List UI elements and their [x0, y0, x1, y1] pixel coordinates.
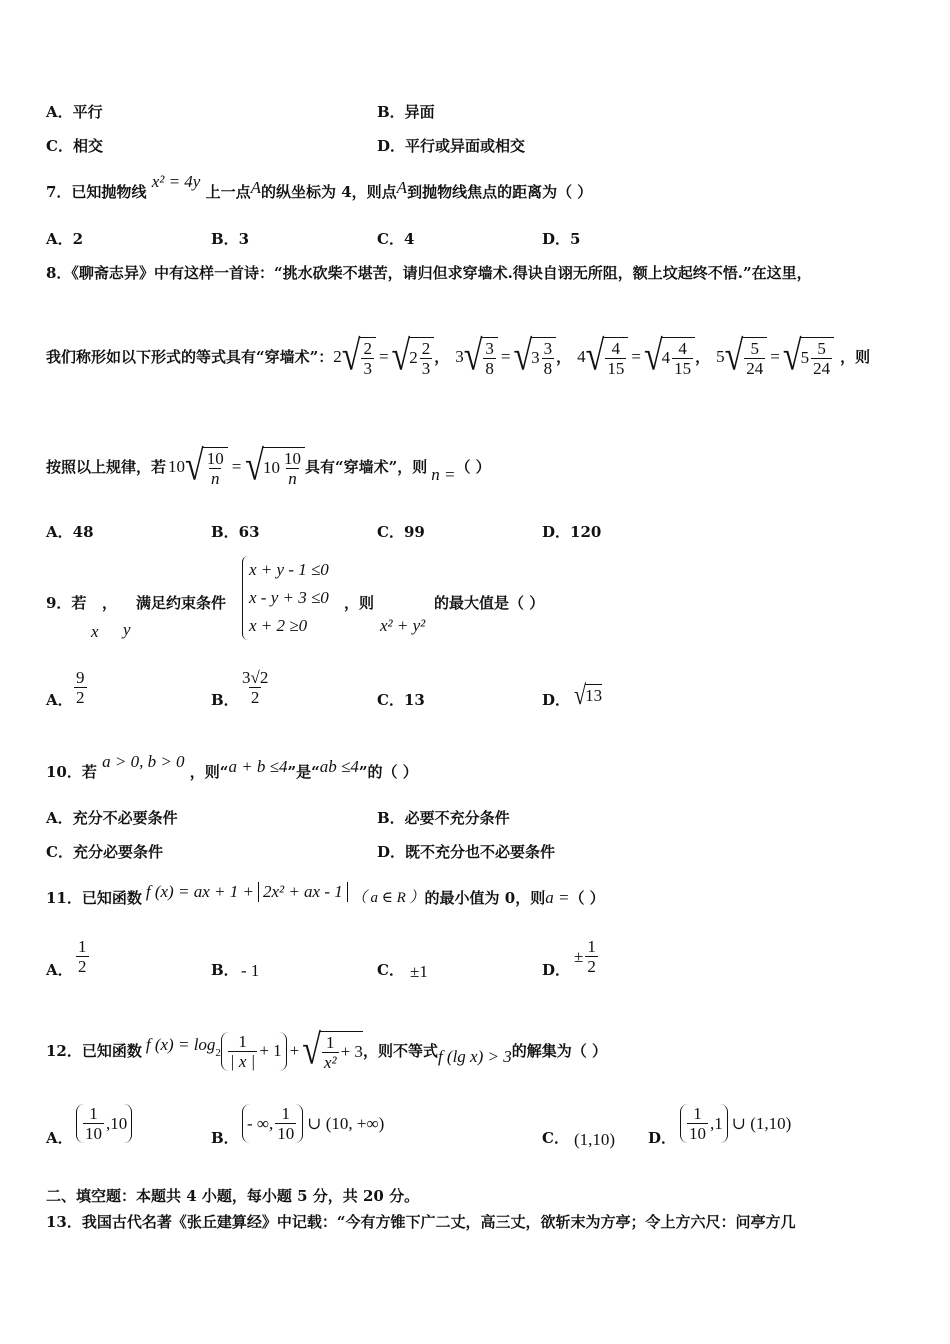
- q11-option-c-value: ±1: [410, 962, 428, 981]
- q12-option-a-label: A．: [46, 1129, 73, 1147]
- q8-example-2: 3 √ $\frac{3}{8}$ = √ 3 $\frac{3}{8}$ ，: [455, 333, 572, 380]
- q8-example-3: 4 √ $\frac{4}{15}$ = √ 4 $\frac{4}{15}$ ，: [577, 333, 711, 380]
- q9-var-y: y: [123, 620, 131, 639]
- q9-constraint-2: x - y + 3 ≤0: [249, 588, 329, 607]
- q7-option-d: D．5: [542, 230, 581, 248]
- q9-then: ，则: [344, 594, 375, 612]
- q10-option-b: B．必要不充分条件: [377, 809, 510, 827]
- section-2-title: 二、填空题：本题共 4 小题，每小题 5 分，共 20 分。: [46, 1187, 420, 1205]
- q6-option-d: D．平行或异面或相交: [377, 137, 526, 155]
- q11-option-b-label: B．: [211, 961, 239, 979]
- q9-expression: x² + y²: [380, 616, 426, 635]
- q7-option-c: C．4: [377, 230, 415, 248]
- q9-mid: 满足约束条件: [136, 594, 227, 612]
- q11-option-a-label: A．: [46, 961, 73, 979]
- q9-prefix: 9．若: [46, 594, 87, 612]
- q9-constraint-3: x + 2 ≥0: [249, 616, 308, 635]
- q11-option-d-label: D．: [542, 961, 571, 979]
- q11-abs-expr: 2x² + ax - 1: [258, 882, 348, 902]
- q9-option-d-label: D．: [542, 691, 571, 709]
- q10-option-a: A．充分不必要条件: [46, 809, 178, 827]
- q11-function: f (x) = ax + 1 +: [145, 882, 254, 901]
- q9-option-d-value: √ 13: [574, 678, 603, 710]
- q8-stem-line1: 8．《聊斋志异》中有这样一首诗：“挑水砍柴不堪苦，请归但求穿墙术.得诀自诩无所阻，额上坟起终不悟.”在这里，: [46, 264, 812, 282]
- q9-suffix: 的最大值是（ ）: [434, 594, 545, 612]
- q10-statement-q: ab ≤4: [319, 757, 359, 776]
- q13-stem: 13．我国古代名著《张丘建算经》中记载：“今有方锥下广二丈，高三丈，欲斩末为方亭；令上方六尺：问亭方几: [46, 1213, 796, 1231]
- q7-stem: 7．已知抛物线 x² = 4y 上一点A的纵坐标为 4，则点A到抛物线焦点的距离为（ ）: [46, 172, 593, 201]
- q6-option-c: C．相交: [46, 137, 103, 155]
- q12-option-a-value: $\frac{1}{10}$ ,10: [76, 1104, 132, 1143]
- q11-stem: 11．已知函数 f (x) = ax + 1 + 2x² + ax - 1 （ a ∈ R ） 的最小值为 0，则 a = （ ）: [46, 882, 605, 907]
- q12-stem: 12．已知函数 f (x) = log 2 $\frac{1}{| x |}$ + 1 + √ $\frac{1}{\text{x²}}$ + 3 ，则不等式 f (lg x) > 3 的解集为（ ）: [46, 1027, 607, 1074]
- q9-option-b-label: B．: [211, 691, 239, 709]
- q10-option-c: C．充分必要条件: [46, 843, 163, 861]
- q8-option-d: D．120: [542, 523, 602, 541]
- q9-option-a-label: A．: [46, 691, 73, 709]
- q12-inequality: f (lg x) > 3: [437, 1047, 512, 1066]
- q12-function: f (x) = log: [145, 1035, 216, 1054]
- q11-option-d-value: ± $\frac{1}{2}$: [574, 937, 596, 976]
- q8-n-var: n =: [431, 465, 456, 484]
- q6-option-a: A．平行: [46, 103, 103, 121]
- q8-radical-left: √ $\frac{10}{n}$: [185, 447, 228, 488]
- q12-option-b-value: - ∞, $\frac{1}{10}$ ∪ (10, +∞): [242, 1104, 384, 1143]
- q12-option-b-label: B．: [211, 1129, 239, 1147]
- q9-constraint-system: [242, 556, 329, 640]
- q6-option-b: B．异面: [377, 103, 435, 121]
- q7-option-b: B．3: [211, 230, 250, 248]
- q12-option-d-label: D．: [648, 1129, 677, 1147]
- q11-option-c-label: C．: [377, 961, 404, 979]
- q12-option-c-value: (1,10): [574, 1130, 616, 1149]
- q8-radical-right: √ 10 $\frac{10}{n}$: [245, 447, 305, 488]
- q10-stem: 10．若 a > 0, b > 0 ，则“a + b ≤4”是“ab ≤4”的（ ）: [46, 752, 418, 781]
- q12-log-argument: $\frac{1}{| x |}$ + 1: [221, 1032, 287, 1071]
- q9-comma: ，: [102, 594, 118, 612]
- q11-var-a: a =: [545, 888, 570, 907]
- q8-option-a: A．48: [46, 523, 94, 541]
- q7-parabola-eq: x² = 4y: [151, 172, 201, 191]
- q8-option-b: B．63: [211, 523, 260, 541]
- q11-condition: （ a ∈ R ）: [351, 890, 425, 906]
- q8-stem-line3: 按照以上规律，若 10 √ $\frac{10}{n}$ = √ 10 $\frac{10}{n}$ 具有“穿墙术”，则 n = （ ）: [46, 443, 491, 490]
- q12-radical: √ $\frac{1}{\text{x²}}$ + 3: [302, 1027, 363, 1074]
- q11-option-b-value: - 1: [241, 961, 260, 980]
- q12-option-d-value: $\frac{1}{10}$ ,1 ∪ (1,10): [680, 1104, 791, 1143]
- q8-example-1: 2 √ $\frac{2}{3}$ = √ 2 $\frac{2}{3}$ ，: [333, 333, 450, 380]
- q8-example-4: 5 √ $\frac{5}{24}$ = √ 5 $\frac{5}{24}$: [716, 337, 834, 378]
- q9-option-b-value: $\frac{3√2}{2}$: [242, 668, 269, 707]
- q8-examples: [333, 333, 840, 380]
- q9-var-x: x: [91, 622, 99, 641]
- q9-option-c: C．13: [377, 691, 425, 709]
- q8-stem-line2: 我们称形如以下形式的等式具有“穿墙术”： 2 √ $\frac{2}{3}$ = √ 2 $\frac{2}{3}$ ， 3 √ $\frac{3}{8}$ = √ 3 $\frac{3}{8}$ ， 4 √ $\frac{4}{15}$ = √ 4 $\frac{4}{15}$ ， 5 √ $\frac{5}{24}$ = √ 5 $\frac{5}{24}$ ，则: [46, 333, 871, 380]
- q7-option-a: A．2: [46, 230, 84, 248]
- q11-option-a-value: $\frac{1}{2}$: [78, 937, 87, 976]
- q10-statement-p: a + b ≤4: [228, 757, 288, 776]
- q12-option-c-label: C．: [542, 1129, 569, 1147]
- q8-option-c: C．99: [377, 523, 425, 541]
- q9-constraint-1: x + y - 1 ≤0: [249, 560, 329, 579]
- q10-option-d: D．既不充分也不必要条件: [377, 843, 556, 861]
- q10-condition: a > 0, b > 0: [102, 752, 185, 771]
- q9-option-a-value: $\frac{9}{2}$: [76, 668, 85, 707]
